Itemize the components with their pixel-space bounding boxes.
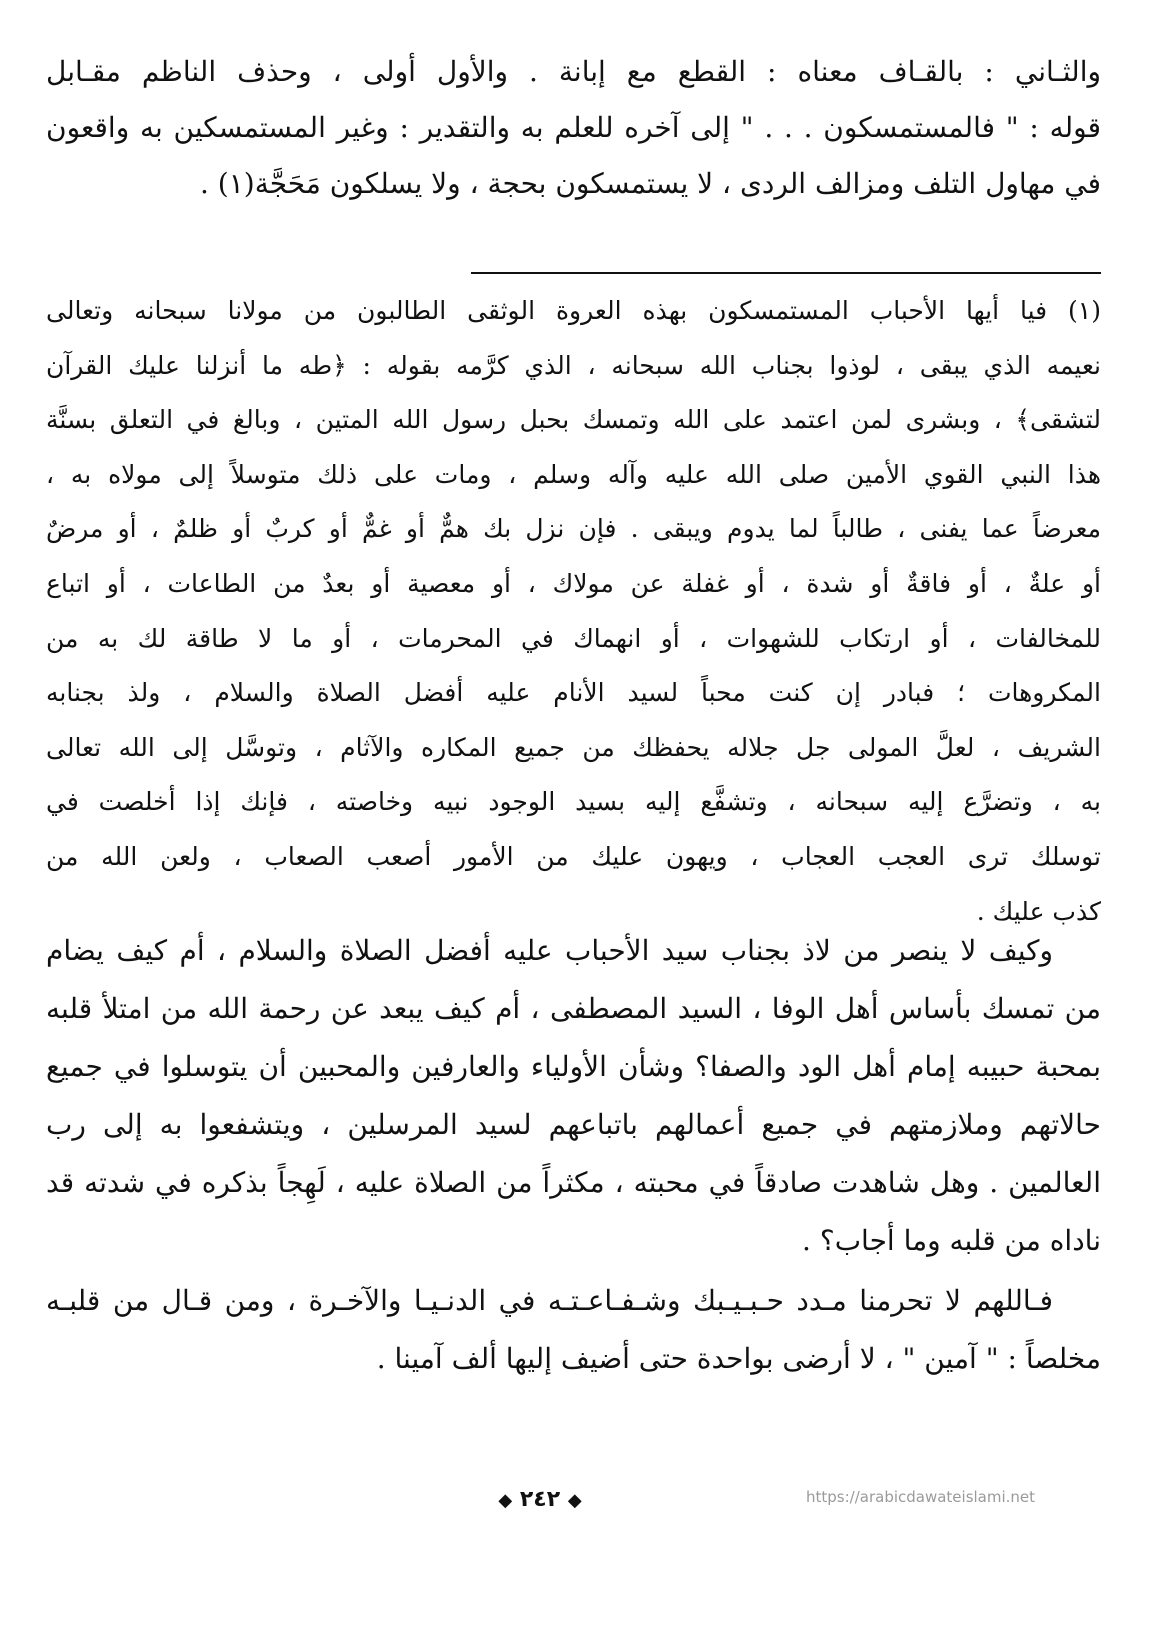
main-text-block — [46, 44, 1101, 212]
footnote-line: الشريف ، لعلَّ المولى جل جلاله يحفظك من جميع المكاره والآثام ، وتوسَّل إلى الله تعالى — [46, 732, 1101, 762]
footnote-line: به ، وتضرَّع إليه سبحانه ، وتشفَّع إليه بسيد الوجود نبيه وخاصته ، فإنك إذا أخلصت في — [46, 787, 1101, 817]
body-line: والثـاني : بالقـاف معناه : القطع مع إبانة . والأول أولى ، وحذف الناظم مقـابل — [46, 55, 1101, 88]
paragraph-line: العالمين . وهل شاهدت صادقاً في محبته ، مكثراً من الصلاة عليه ، لَهِجاً بذكره في شدته قد — [46, 1166, 1101, 1199]
footnote-line: لتشقى﴾ ، وبشرى لمن اعتمد على الله وتمسك بحبل رسول الله المتين ، وبالغ في التعلق بسنَّة — [46, 405, 1101, 435]
paragraph-line: حالاتهم وملازمتهم في جميع أعمالهم باتباعهم لسيد المرسلين ، ويتشفعوا به إلى رب — [46, 1108, 1101, 1141]
ornament-right-icon: ◆ — [567, 1490, 582, 1511]
footnote-separator — [471, 272, 1101, 274]
paragraph-line: فـاللهم لا تحرمنا مـدد حـبـيـبك وشـفـاعـتـه في الدنـيـا والآخـرة ، ومن قـال من قلبـه — [46, 1284, 1053, 1317]
page-number-ornament — [490, 1480, 590, 1521]
paragraph-line: وكيف لا ينصر من لاذ بجناب سيد الأحباب عليه أفضل الصلاة والسلام ، أم كيف يضام — [46, 934, 1053, 967]
ornament-left-icon: ◆ — [498, 1490, 513, 1511]
paragraph-line: من تمسك بأساس أهل الوفا ، السيد المصطفى ، أم كيف يبعد عن رحمة الله من امتلأ قلبه — [46, 992, 1101, 1025]
footnote-line: هذا النبي القوي الأمين صلى الله عليه وآله وسلم ، ومات على ذلك متوسلاً إلى مولاه به ، — [46, 459, 1101, 489]
footnote-line: للمخالفات ، أو ارتكاب للشهوات ، أو انهماك في المحرمات ، أو ما لا طاقة لك به من — [46, 623, 1101, 653]
paragraph-2 — [46, 922, 1101, 1270]
body-line: في مهاول التلف ومزالف الردى ، لا يستمسكون بحجة ، ولا يسلكون مَحَجَّة(١) . — [199, 167, 1101, 200]
footnote-line: نعيمه الذي يبقى ، لوذوا بجناب الله سبحانه ، الذي كرَّمه بقوله : ﴿طه ما أنزلنا عليك القرآن — [46, 350, 1101, 380]
page-number: ٢٤٢ — [519, 1487, 561, 1512]
watermark-url: https://arabicdawateislami.net — [806, 1488, 1036, 1506]
paragraph-line: بمحبة حبيبه إمام أهل الود والصفا؟ وشأن الأولياء والعارفين والمحبين أن يتوسلوا في جميع — [46, 1050, 1101, 1083]
page-content — [46, 44, 1101, 1584]
footnote-line: (١) فيا أيها الأحباب المستمسكون بهذه العروة الوثقى الطالبون من مولانا سبحانه وتعالى — [46, 296, 1101, 325]
footnote-line: معرضاً عما يفنى ، طالباً لما يدوم ويبقى . فإن نزل بك همٌّ أو غمٌّ أو كربٌ أو ظلمٌ ، أو مرضٌ — [46, 514, 1101, 544]
paragraph-line: مخلصاً : " آمين " ، لا أرضى بواحدة حتى أضيف إليها ألف آمينا . — [376, 1342, 1101, 1375]
footnote-line: كذب عليك . — [976, 896, 1101, 926]
paragraph-line: ناداه من قلبه وما أجاب؟ . — [802, 1224, 1101, 1257]
footnote-line: توسلك ترى العجب العجاب ، ويهون عليك من الأمور أصعب الصعاب ، ولعن الله من — [46, 841, 1101, 871]
footnote-line: المكروهات ؛ فبادر إن كنت محباً لسيد الأنام عليه أفضل الصلاة والسلام ، ولذ بجنابه — [46, 678, 1101, 708]
page-footer — [0, 1480, 1150, 1520]
paragraph-3 — [46, 1272, 1101, 1388]
footnote-line: أو علةٌ ، أو فاقةٌ أو شدة ، أو غفلة عن مولاك ، أو معصية أو بعدٌ من الطاعات ، أو اتباع — [46, 568, 1101, 598]
body-line: قوله : " فالمستمسكون . . . " إلى آخره للعلم به والتقدير : وغير المستمسكين به واقعون — [46, 111, 1101, 144]
footnote-block — [46, 284, 1101, 939]
